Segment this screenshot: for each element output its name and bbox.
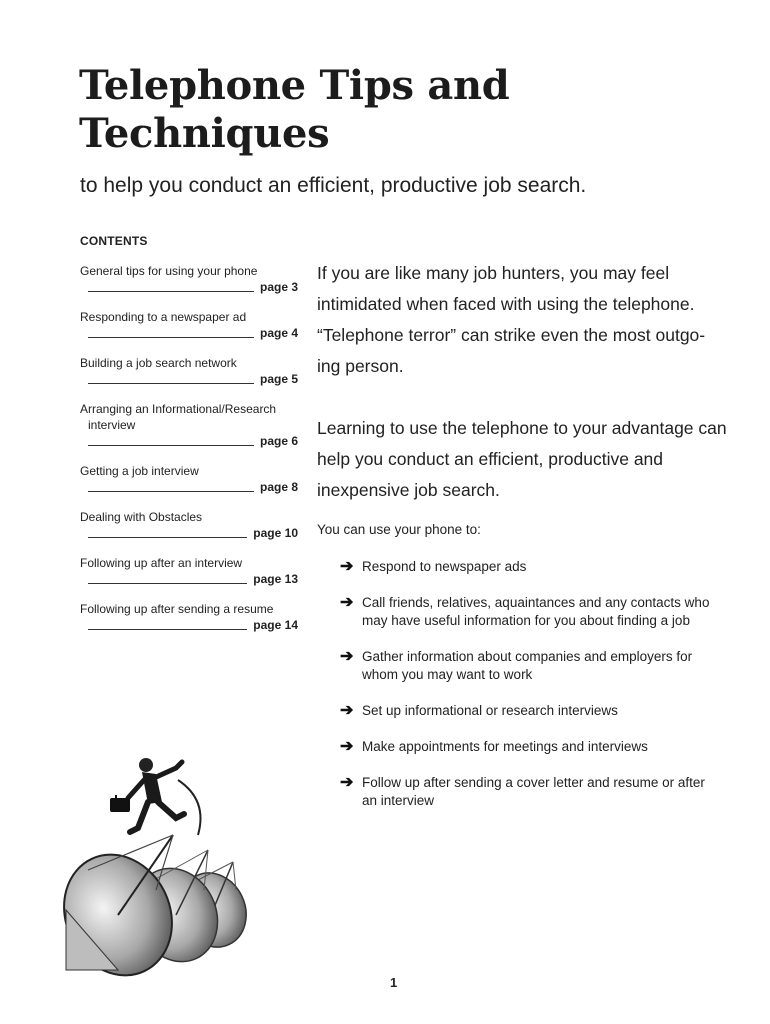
toc-page-ref: page 5 xyxy=(259,372,298,386)
toc-page-ref: page 14 xyxy=(253,618,298,632)
toc-entry-title: General tips for using your phone xyxy=(80,264,258,278)
satellite-dish-illustration xyxy=(58,740,298,980)
page-number: 1 xyxy=(390,975,398,990)
list-item xyxy=(340,774,720,810)
uses-list xyxy=(340,558,720,828)
leader-line xyxy=(88,536,247,538)
toc-entry-title: Arranging an Informational/Research interview xyxy=(80,402,277,432)
leader-line xyxy=(88,290,254,292)
leader-line xyxy=(88,628,247,630)
toc-entry-title: Following up after sending a resume xyxy=(80,602,274,616)
toc-entry[interactable] xyxy=(80,555,298,601)
right-arrow-icon: ➔ xyxy=(340,558,354,575)
toc-page-ref: page 6 xyxy=(259,434,298,448)
list-item-text: Make appointments for meetings and interviews xyxy=(362,739,648,754)
list-item xyxy=(340,702,720,720)
right-arrow-icon: ➔ xyxy=(340,702,354,719)
toc-entry-title: Building a job search network xyxy=(80,356,237,370)
list-item xyxy=(340,594,720,630)
right-arrow-icon: ➔ xyxy=(340,774,354,791)
list-item-text: Call friends, relatives, aquaintances and any contacts who may have useful information for you about finding a job xyxy=(362,595,710,628)
toc-entry[interactable] xyxy=(80,401,298,463)
toc-entry-title: Following up after an interview xyxy=(80,556,243,570)
page-title: Telephone Tips and Techniques xyxy=(79,62,510,157)
intro-paragraph: Learning to use the telephone to your advantage can help you conduct an efficient, productive and inexpensive job search. xyxy=(317,418,727,500)
toc-entry[interactable] xyxy=(80,263,298,309)
contents-heading: CONTENTS xyxy=(80,234,148,248)
toc-page-ref: page 8 xyxy=(259,480,298,494)
toc-entry-title: Getting a job interview xyxy=(80,464,199,478)
toc-entry[interactable] xyxy=(80,509,298,555)
list-item-text: Follow up after sending a cover letter and resume or after an interview xyxy=(362,775,705,808)
leader-line xyxy=(88,382,254,384)
leader-line xyxy=(88,490,254,492)
toc-entry[interactable] xyxy=(80,463,298,509)
toc-page-ref: page 13 xyxy=(253,572,298,586)
toc-entry-title: Responding to a newspaper ad xyxy=(80,310,247,324)
intro-paragraph: If you are like many job hunters, you may feel intimidated when faced with using the telephone. “Telephone terror” can strike even the most outgo-ing person. xyxy=(317,263,706,376)
leader-line xyxy=(88,582,247,584)
toc-page-ref: page 10 xyxy=(253,526,298,540)
toc-entry-title: Dealing with Obstacles xyxy=(80,510,203,524)
toc-page-ref: page 4 xyxy=(259,326,298,340)
toc-entry[interactable] xyxy=(80,601,298,647)
leader-line xyxy=(88,444,254,446)
right-arrow-icon: ➔ xyxy=(340,648,354,665)
list-item-text: Set up informational or research interviews xyxy=(362,703,618,718)
right-arrow-icon: ➔ xyxy=(340,738,354,755)
list-item-text: Gather information about companies and employers for whom you may want to work xyxy=(362,649,693,682)
toc-page-ref: page 3 xyxy=(259,280,298,294)
businessman-satellite-illustration xyxy=(58,740,298,980)
page-subtitle: to help you conduct an efficient, productive job search. xyxy=(80,174,587,197)
toc-entry[interactable] xyxy=(80,355,298,401)
leader-line xyxy=(88,336,254,338)
list-item-text: Respond to newspaper ads xyxy=(362,559,527,574)
list-item xyxy=(340,648,720,684)
uses-heading: You can use your phone to: xyxy=(317,522,481,537)
right-arrow-icon: ➔ xyxy=(340,594,354,611)
list-item xyxy=(340,558,720,576)
table-of-contents xyxy=(80,263,298,647)
toc-entry[interactable] xyxy=(80,309,298,355)
list-item xyxy=(340,738,720,756)
